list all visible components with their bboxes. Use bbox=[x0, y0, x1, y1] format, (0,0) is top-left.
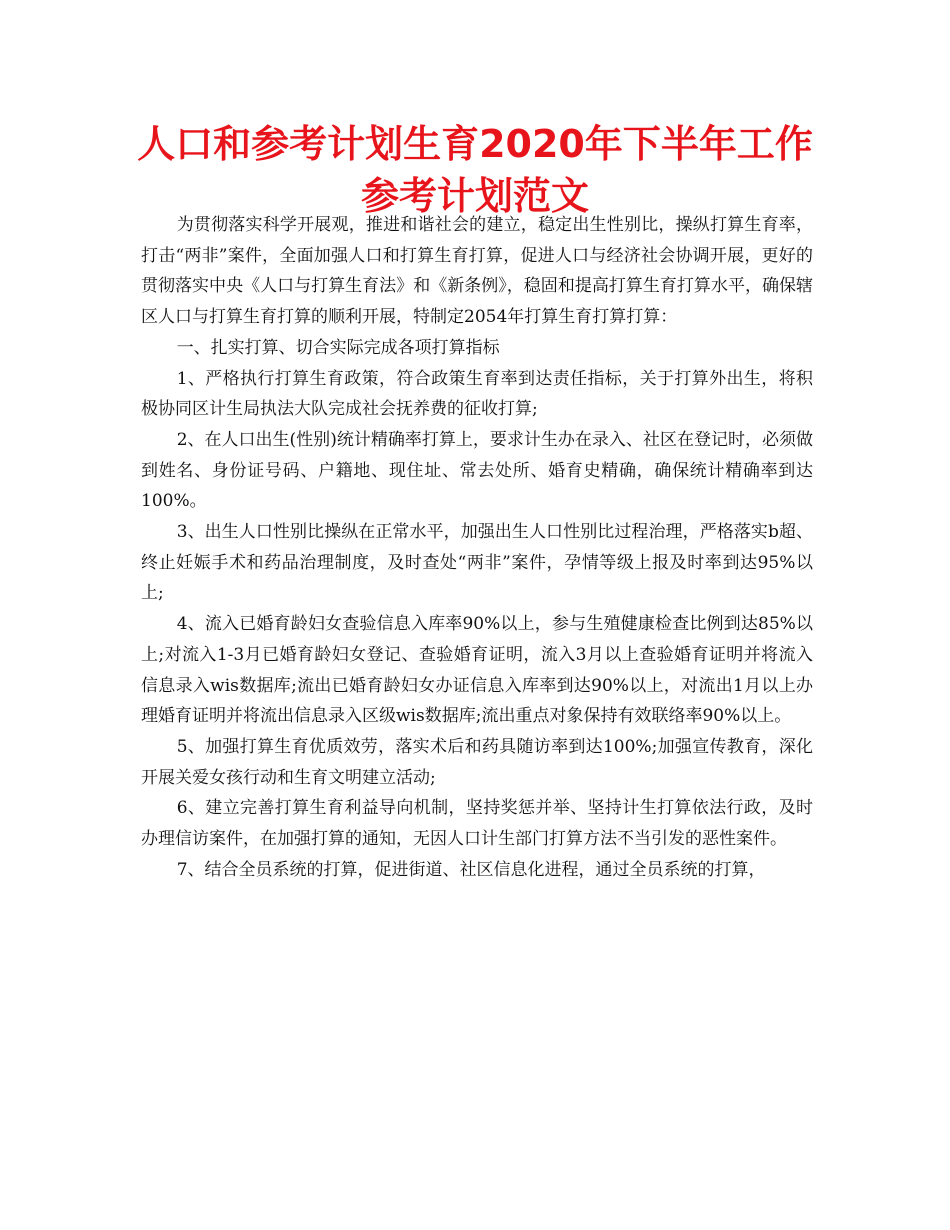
paragraph-item-5: 5、加强打算生育优质效劳，落实术后和药具随访率到达100%;加强宣传教育，深化开展关爱女孩行动和生育文明建立活动; bbox=[141, 736, 813, 788]
paragraph-item-6: 6、建立完善打算生育利益导向机制，坚持奖惩并举、坚持计生打算依法行政，及时办理信访案件，在加强打算的通知，无因人口计生部门打算方法不当引发的恶性案件。 bbox=[141, 798, 813, 850]
paragraph-item-7: 7、结合全员系统的打算，促进街道、社区信息化进程，通过全员系统的打算， bbox=[176, 859, 766, 880]
paragraph-item-3: 3、出生人口性别比操纵在正常水平，加强出生人口性别比过程治理，严格落实b超、终止妊娠手术和药品治理制度，及时查处“两非”案件，孕情等级上报及时率到达95%以上; bbox=[141, 522, 813, 604]
document-title: 人口和参考计划生育2020年下半年工作参考计划范文 bbox=[137, 122, 813, 218]
section-heading: 一、扎实打算、切合实际完成各项打算指标 bbox=[176, 337, 500, 358]
paragraph-item-4: 4、流入已婚育龄妇女查验信息入库率90%以上，参与生殖健康检查比例到达85%以上;对流入1-3月已婚育龄妇女登记、查验婚育证明，流入3月以上查验婚育证明并将流入信息录入wis数据库;流出已婚育龄妇女办证信息入库率到达90%以上，对流出1月以上办理婚育证明并将流出信息录入区级wis数据库;流出重点对象保持有效联络率90%以上。 bbox=[141, 614, 813, 727]
document-body bbox=[141, 210, 813, 885]
paragraph-intro: 为贯彻落实科学开展观，推进和谐社会的建立，稳定出生性别比，操纵打算生育率，打击“两非”案件，全面加强人口和打算生育打算，促进人口与经济社会协调开展，更好的贯彻落实中央《人口与打算生育法》和《新条例》，稳固和提高打算生育打算水平，确保辖区人口与打算生育打算的顺利开展，特制定2054年打算生育打算打算： bbox=[141, 215, 813, 328]
paragraph-item-2: 2、在人口出生(性别)统计精确率打算上，要求计生办在录入、社区在登记时，必须做到姓名、身份证号码、户籍地、现住址、常去处所、婚育史精确，确保统计精确率到达100%。 bbox=[141, 429, 813, 512]
paragraph-item-1: 1、严格执行打算生育政策，符合政策生育率到达责任指标，关于打算外出生，将积极协同区计生局执法大队完成社会抚养费的征收打算; bbox=[141, 368, 813, 420]
